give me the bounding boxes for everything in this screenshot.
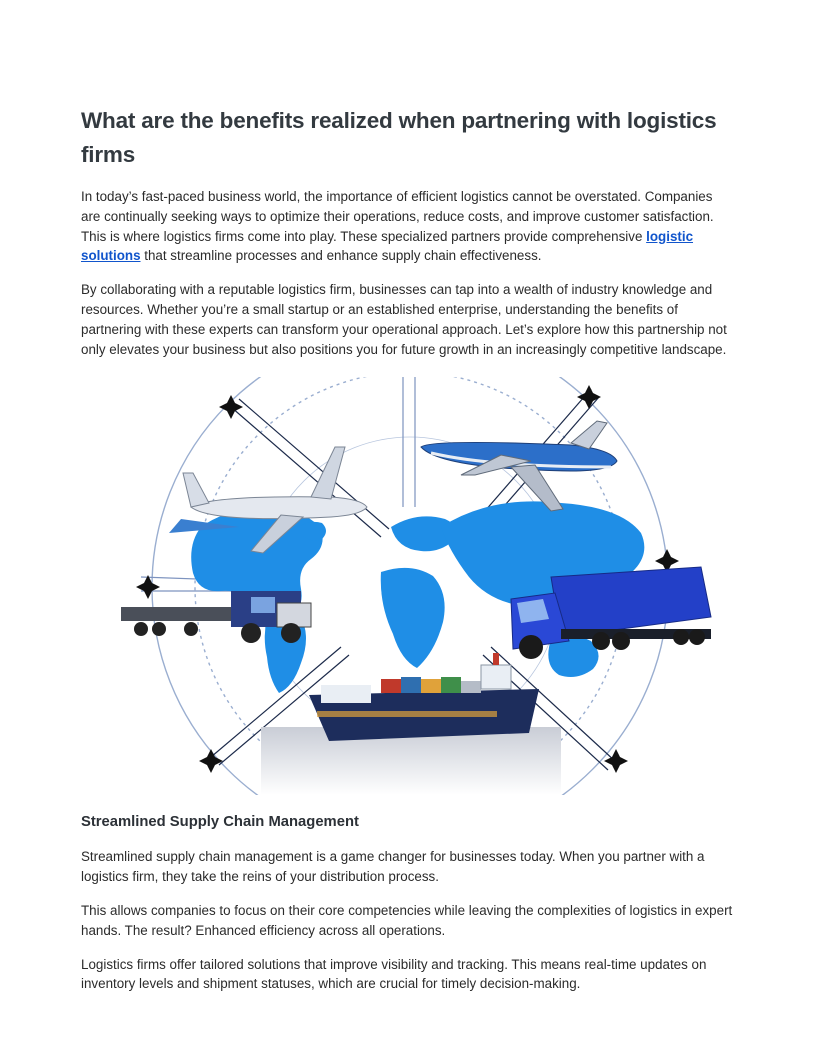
logistic-solutions-link[interactable]: logistic solutions xyxy=(81,228,694,264)
truck-icon xyxy=(121,591,311,643)
intro-paragraph-2: By collaborating with a reputable logistics firm, businesses can tap into a wealth of industry knowledge and resources. Whether you’re a small startup or an established enterprise, understanding the benefits of partnering with these experts can transform your operational approach. Let’s explore how this partnership not only elevates your business but also positions you for future growth in an increasingly competitive landscape. xyxy=(81,282,727,357)
article-title: What are the benefits realized when partnering with logistics firms xyxy=(81,108,717,167)
intro-text-a: In today’s fast-paced business world, the importance of efficient logistics cannot be overstated. Companies are continually seeking ways to optimize their operations, reduce costs, and improve customer satisfaction. This is where logistics firms come into play. These specialized partners provide comprehensive xyxy=(81,189,714,244)
logistics-hero-image xyxy=(81,377,735,795)
article-body xyxy=(81,104,735,994)
airplane-icon-2 xyxy=(421,421,617,511)
section-heading: Streamlined Supply Chain Management xyxy=(81,814,359,831)
section-paragraph-3: Logistics firms offer tailored solutions that improve visibility and tracking. This means real-time updates on inventory levels and shipment statuses, which are crucial for timely decision-making. xyxy=(81,956,707,992)
intro-paragraph-1 xyxy=(81,187,735,266)
section-paragraph-2: This allows companies to focus on their core competencies while leaving the complexities of logistics in expert hands. The result? Enhanced efficiency across all operations. xyxy=(81,902,733,938)
cargo-ship-icon xyxy=(261,653,561,795)
section-paragraph-1: Streamlined supply chain management is a game changer for businesses today. When you partner with a logistics firm, they take the reins of your distribution process. xyxy=(81,849,705,885)
logistics-illustration xyxy=(81,377,735,795)
intro-text-b: that streamline processes and enhance supply chain effectiveness. xyxy=(140,248,542,264)
